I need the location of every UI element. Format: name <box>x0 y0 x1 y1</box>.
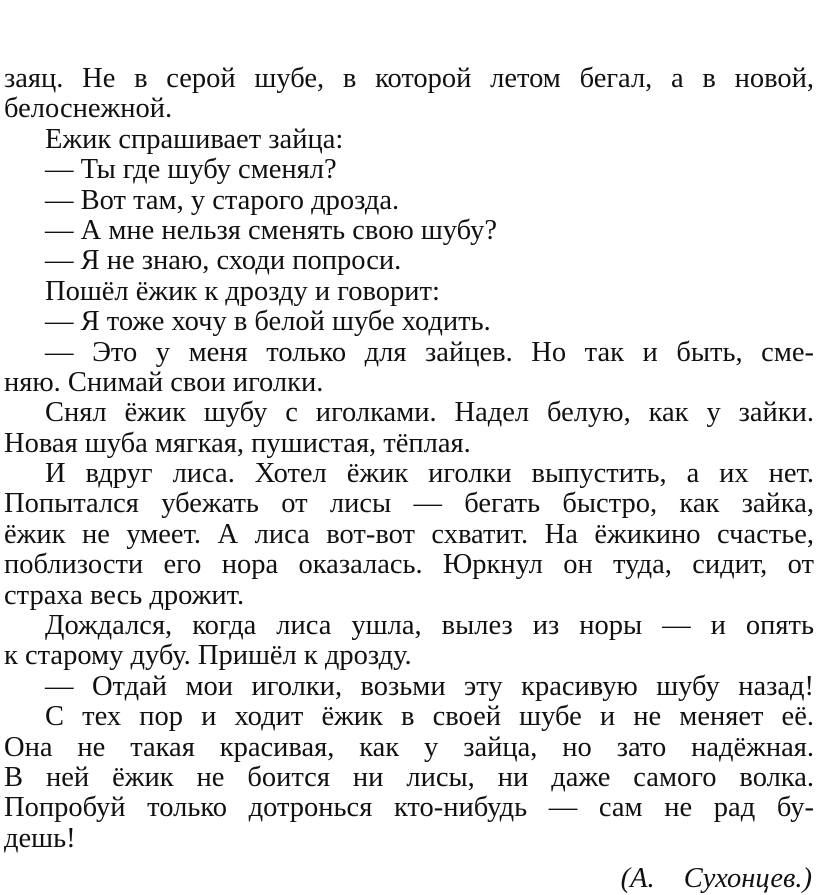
text-line: ёжик не умеет. А лиса вот-вот схватит. На ёжикино счастье, <box>4 518 814 550</box>
text-line: Новая шуба мягкая, пушистая, тёплая. <box>4 427 471 459</box>
text-line: страха весь дрожит. <box>4 579 245 611</box>
text-line: няю. Снимай свои иголки. <box>4 366 324 398</box>
text-line: белоснежной. <box>4 93 173 125</box>
text-line: И вдруг лиса. Хотел ёжик иголки выпустить, а их нет. <box>45 458 814 490</box>
text-line: заяц. Не в серой шубе, в которой летом бегал, а в новой, <box>4 63 814 94</box>
text-line: — Я тоже хочу в белой шубе ходить. <box>45 306 491 338</box>
text-line: — Отдай мои иголки, возьми эту красивую шубу назад! <box>45 670 814 702</box>
story-text <box>4 64 814 854</box>
text-line: Она не такая красивая, как у зайца, но зато надёжная. <box>4 731 814 763</box>
text-line: Снял ёжик шубу с иголками. Надел белую, как у зайки. <box>45 397 814 429</box>
text-line: поблизости его нора оказалась. Юркнул он туда, сидит, от <box>4 549 814 581</box>
text-line: Ежик спрашивает зайца: <box>45 123 344 155</box>
story-page <box>4 64 814 895</box>
text-line: — А мне нельзя сменять свою шубу? <box>45 214 497 246</box>
text-line: — Это у меня только для зайцев. Но так и быть, сме- <box>45 336 814 368</box>
text-line: С тех пор и ходит ёжик в своей шубе и не меняет её. <box>45 701 814 733</box>
text-line: — Вот там, у старого дрозда. <box>45 184 400 216</box>
author-attribution: (А. Сухонцев.) <box>620 863 812 895</box>
text-line: к старому дубу. Пришёл к дрозду. <box>4 640 412 672</box>
text-line: Пошёл ёжик к дрозду и говорит: <box>45 275 440 307</box>
text-line: — Ты где шубу сменял? <box>45 154 337 186</box>
text-line: Попытался убежать от лисы — бегать быстро, как зайка, <box>4 488 814 520</box>
text-line: Попробуй только дотронься кто-нибудь — сам не рад бу- <box>4 792 814 824</box>
text-line: дешь! <box>4 822 76 854</box>
text-line: Дождался, когда лиса ушла, вылез из норы — и опять <box>45 610 814 642</box>
text-line: — Я не знаю, сходи попроси. <box>45 245 402 277</box>
text-line: В ней ёжик не боится ни лисы, ни даже самого волка. <box>4 761 814 793</box>
